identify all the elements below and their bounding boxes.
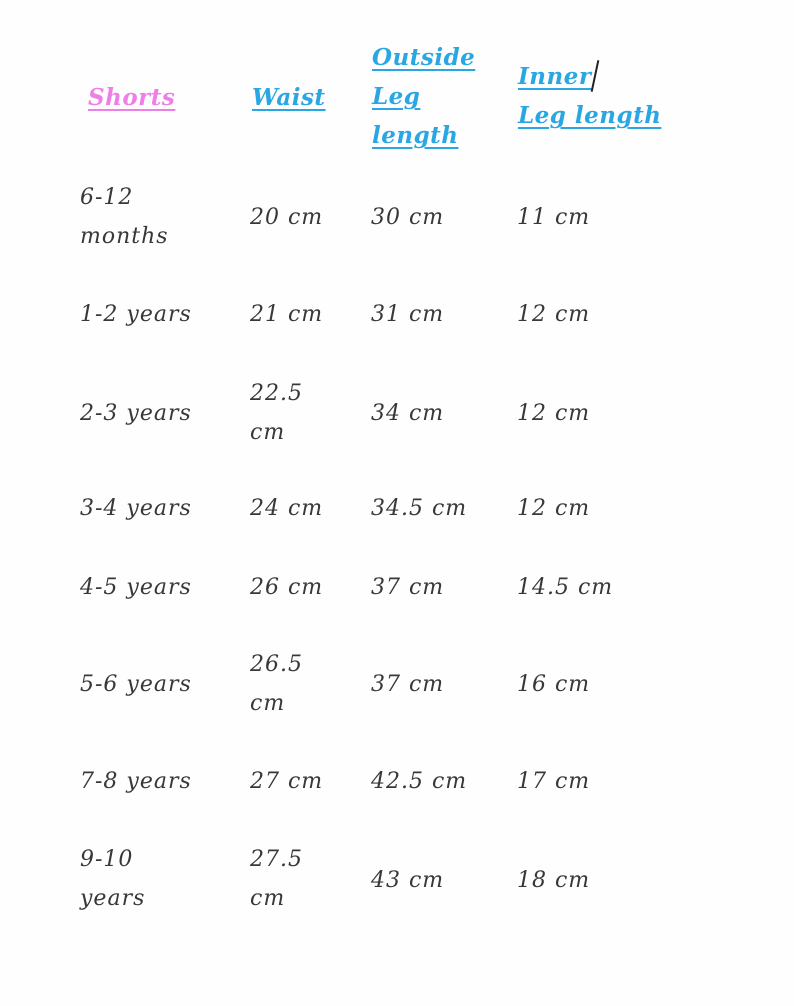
header-inner-leg-line2: Leg length bbox=[518, 102, 662, 129]
row-7-size: 7-8 years bbox=[80, 769, 192, 794]
row-6-inner-leg: 16 cm bbox=[517, 672, 591, 697]
row-8-inner-leg: 18 cm bbox=[517, 868, 591, 893]
row-4-outside-leg: 34.5 cm bbox=[371, 496, 468, 521]
row-5-inner-leg: 14.5 cm bbox=[517, 575, 614, 600]
row-1-inner-leg: 11 cm bbox=[517, 205, 591, 230]
header-outside-leg-line1: Outside bbox=[372, 44, 476, 71]
row-1-waist: 20 cm bbox=[250, 205, 324, 230]
row-5-waist: 26 cm bbox=[250, 575, 324, 600]
row-6-waist: 26.5 cm bbox=[250, 652, 303, 716]
row-8-outside-leg: 43 cm bbox=[371, 868, 445, 893]
header-outside-leg-line3: length bbox=[372, 122, 459, 149]
row-1-size: 6-12 months bbox=[80, 185, 169, 249]
row-5-outside-leg: 37 cm bbox=[371, 575, 445, 600]
row-5-size: 4-5 years bbox=[80, 575, 192, 600]
row-3-waist: 22.5 cm bbox=[250, 381, 303, 445]
row-3-size: 2-3 years bbox=[80, 401, 192, 426]
row-2-outside-leg: 31 cm bbox=[371, 302, 445, 327]
row-8-size: 9-10 years bbox=[80, 847, 146, 911]
header-shorts: Shorts bbox=[88, 84, 176, 111]
row-4-waist: 24 cm bbox=[250, 496, 324, 521]
header-waist: Waist bbox=[252, 84, 326, 111]
row-4-inner-leg: 12 cm bbox=[517, 496, 591, 521]
header-slash-mark bbox=[591, 60, 600, 92]
header-outside-leg-line2: Leg bbox=[372, 83, 421, 110]
row-6-outside-leg: 37 cm bbox=[371, 672, 445, 697]
row-2-inner-leg: 12 cm bbox=[517, 302, 591, 327]
row-6-size: 5-6 years bbox=[80, 672, 192, 697]
header-inner-leg-line1: Inner bbox=[518, 63, 592, 90]
row-1-outside-leg: 30 cm bbox=[371, 205, 445, 230]
row-2-waist: 21 cm bbox=[250, 302, 324, 327]
row-2-size: 1-2 years bbox=[80, 302, 192, 327]
row-7-inner-leg: 17 cm bbox=[517, 769, 591, 794]
row-7-outside-leg: 42.5 cm bbox=[371, 769, 468, 794]
row-4-size: 3-4 years bbox=[80, 496, 192, 521]
row-8-waist: 27.5 cm bbox=[250, 847, 303, 911]
row-7-waist: 27 cm bbox=[250, 769, 324, 794]
row-3-outside-leg: 34 cm bbox=[371, 401, 445, 426]
row-3-inner-leg: 12 cm bbox=[517, 401, 591, 426]
